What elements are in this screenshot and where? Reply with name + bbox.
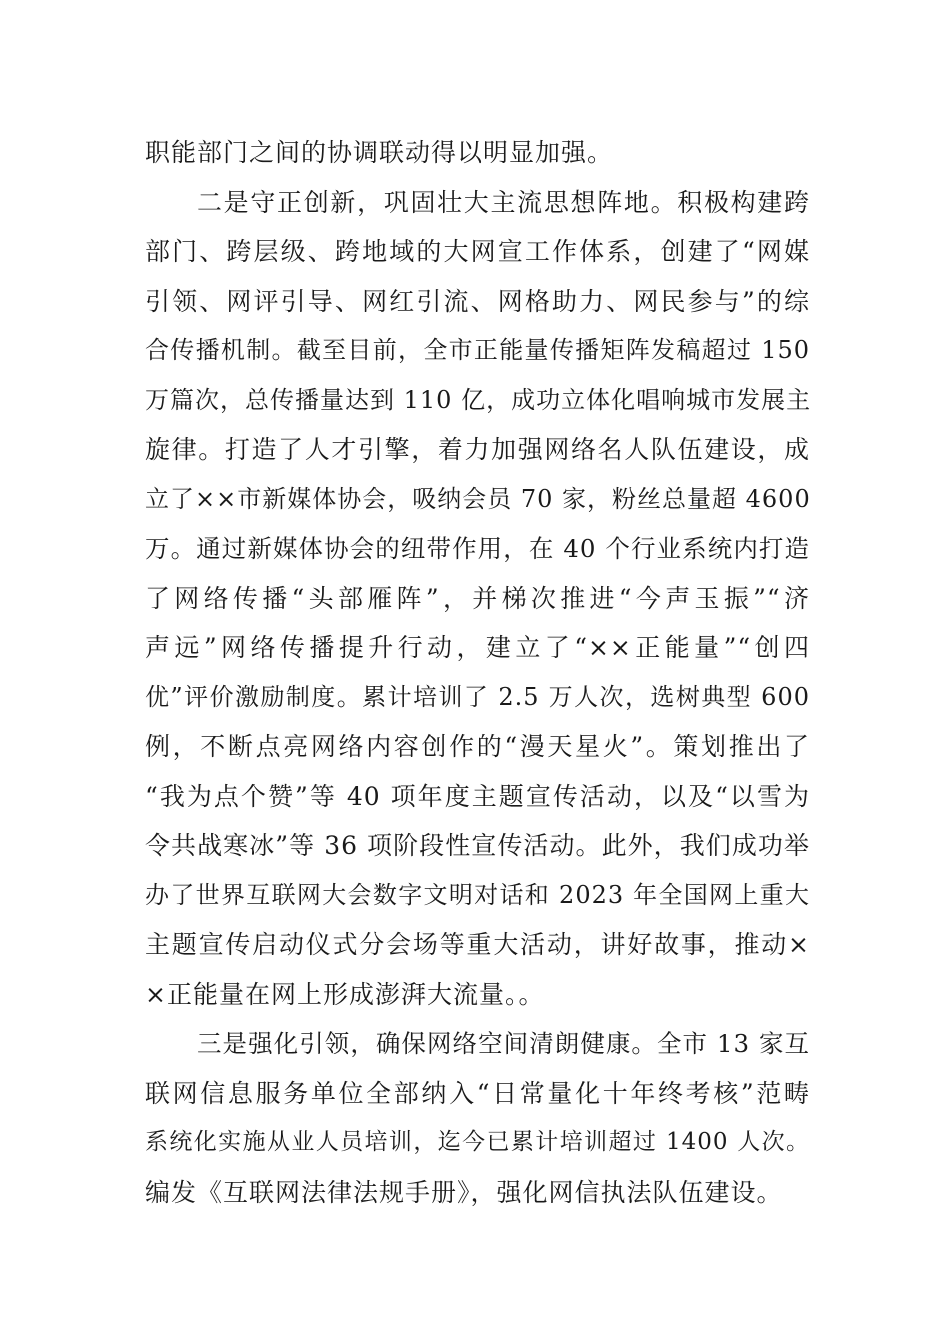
paragraph-line: 办了世界互联网大会数字文明对话和 2023 年全国网上重大 xyxy=(145,880,810,909)
paragraph-line: 合传播机制。截至目前，全市正能量传播矩阵发稿超过 150 xyxy=(145,336,810,364)
paragraph-line: 系统化实施从业人员培训，迄今已累计培训超过 1400 人次。 xyxy=(145,1129,810,1155)
paragraph-line: 优”评价激励制度。累计培训了 2.5 万人次，选树典型 600 xyxy=(145,682,810,711)
paragraph-line: 立了××市新媒体协会，吸纳会员 70 家，粉丝总量超 4600 xyxy=(145,484,811,513)
paragraph-line: 例，不断点亮网络内容创作的“漫天星火”。策划推出了 xyxy=(145,732,810,761)
document-body xyxy=(145,128,810,1217)
paragraph-line: 联网信息服务单位全部纳入“日常量化十年终考核”范畴 xyxy=(145,1078,810,1108)
paragraph-line: 旋律。打造了人才引擎，着力加强网络名人队伍建设，成 xyxy=(145,435,810,464)
paragraph-line: 编发《互联网法律法规手册》，强化网信执法队伍建设。 xyxy=(145,1177,783,1207)
paragraph-line: “我为点个赞”等 40 项年度主题宣传活动，以及“以雪为 xyxy=(145,781,810,811)
paragraph-line: 令共战寒冰”等 36 项阶段性宣传活动。此外，我们成功举 xyxy=(145,831,810,860)
paragraph-line: 职能部门之间的协调联动得以明显加强。 xyxy=(145,138,614,167)
paragraph-line: 了网络传播“头部雁阵”，并梯次推进“今声玉振”“济 xyxy=(145,583,810,613)
paragraph-line: 二是守正创新，巩固壮大主流思想阵地。积极构建跨 xyxy=(197,187,810,217)
paragraph-line: 引领、网评引导、网红引流、网格助力、网民参与”的综 xyxy=(145,286,810,316)
paragraph-line: ×正能量在网上形成澎湃大流量。。 xyxy=(145,979,545,1009)
paragraph-line: 声远”网络传播提升行动，建立了“××正能量”“创四 xyxy=(145,633,810,662)
paragraph-line: 万篇次，总传播量达到 110 亿，成功立体化唱响城市发展主 xyxy=(145,385,812,414)
paragraph-line: 部门、跨层级、跨地域的大网宣工作体系，创建了“网媒 xyxy=(145,237,810,266)
paragraph-line: 主题宣传启动仪式分会场等重大活动，讲好故事，推动× xyxy=(145,930,810,959)
paragraph-line: 万。通过新媒体协会的纽带作用，在 40 个行业系统内打造 xyxy=(145,534,810,563)
paragraph-line: 三是强化引领，确保网络空间清朗健康。全市 13 家互 xyxy=(197,1029,810,1058)
